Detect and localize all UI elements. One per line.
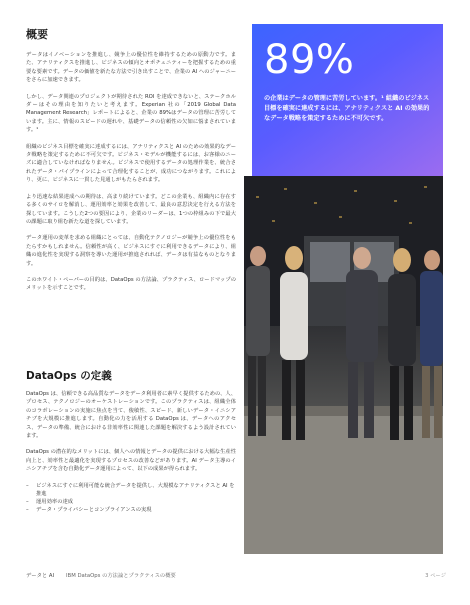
dataops-section xyxy=(26,368,236,514)
page-number: 3 ページ xyxy=(425,573,446,579)
overview-paragraph: このホワイト・ペーパーの目的は、DataOps の方法論、プラクティス、ロードマップのメリットを示すことです。 xyxy=(26,276,236,292)
bullet-marker: – xyxy=(26,507,29,514)
footer-title: IBM DataOps の方法論とプラクティスの概要 xyxy=(66,573,176,579)
dataops-bullet-list xyxy=(26,482,236,515)
stat-text: の企業はデータの管理に苦労しています。¹ 組織のビジネス目標を確実に達成するには、アナリティクスと AI の効果的なデータ戦略を策定するために不可欠です。 xyxy=(264,95,430,122)
dataops-heading: DataOps の定義 xyxy=(26,370,112,382)
overview-paragraph: より迅速な結果達成への期待は、高まり続けています。どこの企業も、組織内に存在する多くのサイロを解消し、運用効率と効果を改善して、最良の意思決定を行える方法を探しています。こうした2つの要因により、企業のリーダーは、1つの枠組みの下で最大の課題に取り組む新たな道を探しています。 xyxy=(26,193,236,225)
bullet-text: データ・プライバシーとコンプライアンスの実現 xyxy=(36,507,152,514)
bullet-marker: – xyxy=(26,482,29,489)
footer-left: データと AI xyxy=(26,573,55,579)
overview-paragraph: 組織のビジネス目標を確実に達成するには、アナリティクスと AI のための効果的なデータ戦略を策定するために不可欠です。ビジネス・モデルが機能するには、お客様のニーズに適合していなければなりません。ビジネスで使用するデータの処理作業を、統合されたデータ・パイプラインによって合理化することが、成功につながります。これにより、更に、ビジネスに一貫した見通しがもたらされます。 xyxy=(26,143,236,184)
overview-section xyxy=(26,26,236,301)
bullet-marker: – xyxy=(26,499,29,506)
stat-value: 89% xyxy=(264,37,355,83)
list-item xyxy=(26,506,236,514)
list-item xyxy=(26,498,236,506)
overview-heading: 概要 xyxy=(26,28,48,41)
dataops-paragraph: DataOps は、信頼できる高品質なデータをデータ利用者に素早く提供するための、人、プロセス、テクノロジーのオーケストレーションです。このプラクティスは、組織全体のコラボレーションの実施に焦点を当て、俊敏性、スピード、新しいデータ・イニシアチブを大規模に推進します。自動化の力を活用する DataOps は、データへのアクセス、データの準備、統合における非効率性に関連した課題を解決するよう設計されています。 xyxy=(26,391,236,440)
overview-paragraph: しかし、データ関連のプロジェクトが期待された ROI を達成できないと、ステークホルダーはその理由を知りたいと考えます。Experian 社の「2019 Global Data Management Research」レポートによると、企業の 89%はデータの管理に苦労しています。主に、情報のスピードの遅れや、基礎データの信頼性の欠如に悩まされています。¹ xyxy=(26,93,236,134)
bullet-text: 運用効率の達成 xyxy=(36,499,74,506)
overview-paragraph: データはイノベーションを推進し、競争上の優位性を維持するための原動力です。また、アナリティクスを推進し、ビジネスの傾向とオポチュニティーを把握するための重要な要素です。データの価値を新たな方法で引き出すことで、企業の AI へのジャーニーをさらに加速できます。 xyxy=(26,52,236,84)
dataops-paragraph: DataOps の潜在的なメリットには、個人への情報とデータの提供における大幅な生産性向上と、効率性と最適化を実現するプロセスの改善などがあります。AI データ主導のイニシアチブを含む自動化データ運用によって、以下の成果が得られます。 xyxy=(26,449,236,473)
bullet-text: ビジネスにすぐに利用可能な統合データを提供し、大規模なアナリティクスと AI を推進 xyxy=(36,482,235,497)
team-meeting-photo xyxy=(244,176,443,554)
list-item xyxy=(26,482,236,498)
stat-callout xyxy=(252,24,443,176)
overview-paragraph: データ運用の変革を求める組織にとっては、自動化テクノロジーが競争上の優位性をもたらすかもしれません。信頼性が高く、ビジネスにすぐに利用できるデータにより、組織の進化性を実現する洞察を導いた運用が推進されれば、データは有益なものとなります。 xyxy=(26,235,236,267)
